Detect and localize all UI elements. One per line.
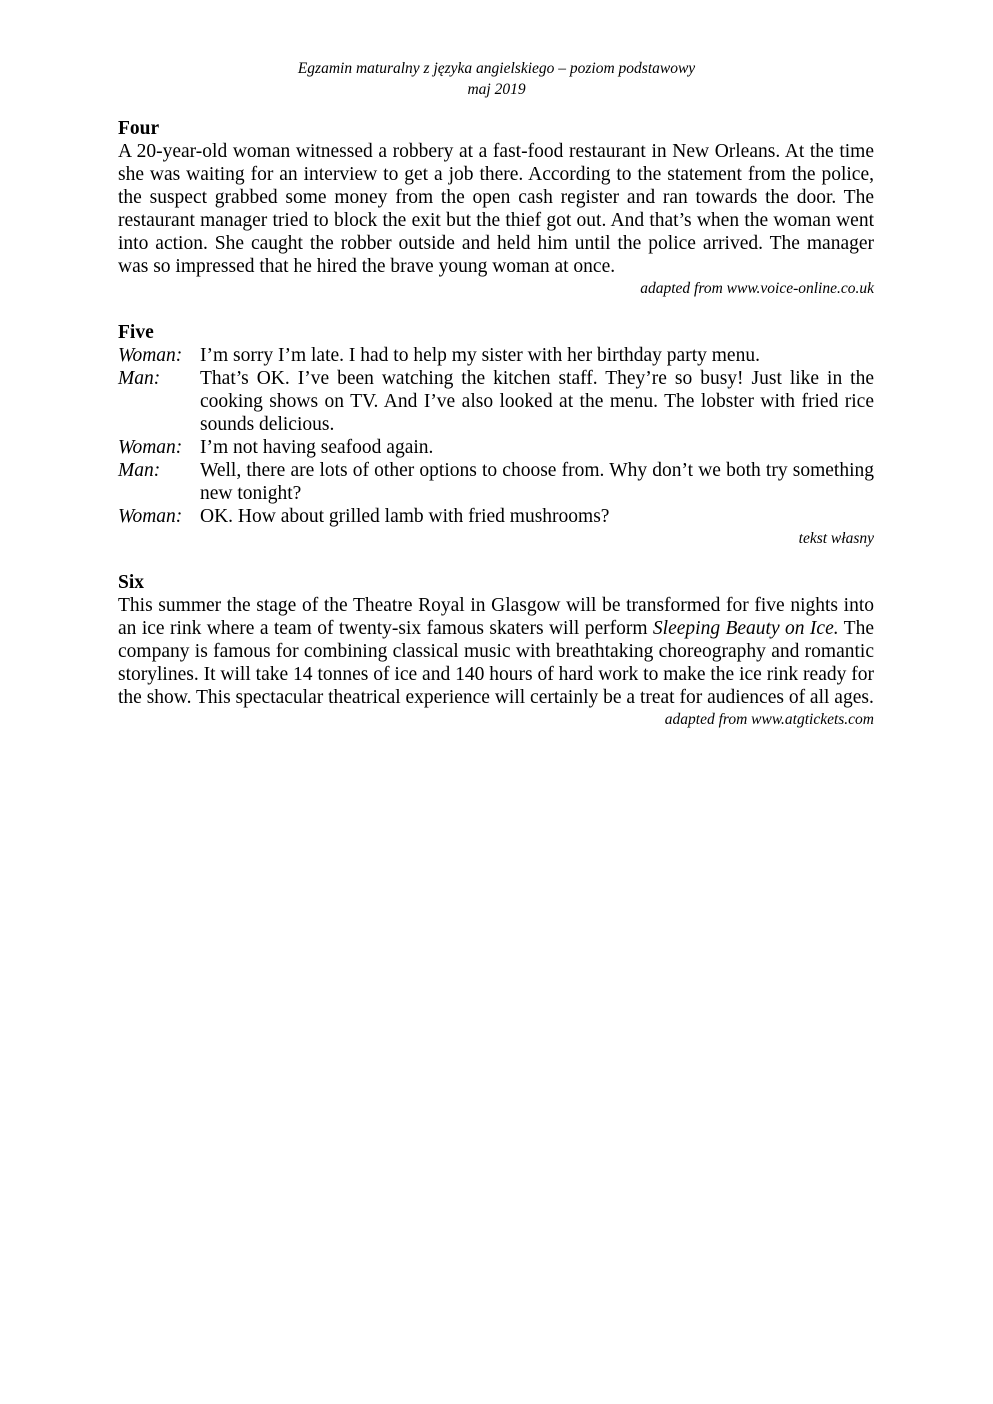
dialogue-utterance: That’s OK. I’ve been watching the kitchen staff. They’re so busy! Just like in the cooking shows on TV. And I’ve also looked at the menu. The lobster with fried rice sounds delicious. (200, 368, 874, 435)
section-six-text (118, 594, 874, 709)
dialogue-speaker: Woman: (118, 345, 183, 366)
show-title: Sleeping Beauty on Ice. (652, 618, 839, 639)
section-spacer (118, 549, 874, 571)
header-date: maj 2019 (467, 81, 526, 98)
section-six (118, 571, 874, 730)
section-six-text-end: The company is famous for combining classical music with breathtaking choreography and romantic storylines. It will take 14 tonnes of ice and 140 hours of hard work to make the ice rink ready for the show. This spectacular theatrical experience will certainly be a treat for audiences of all ages. (118, 618, 874, 708)
dialogue-speaker: Man: (118, 460, 161, 481)
dialogue-speaker: Woman: (118, 506, 183, 527)
section-six-source: adapted from www.atgtickets.com (664, 711, 874, 728)
dialogue-utterance: I’m not having seafood again. (200, 437, 434, 458)
dialogue-line (118, 459, 874, 505)
dialogue-line (118, 367, 874, 436)
dialogue-line (118, 436, 874, 459)
section-six-title: Six (118, 572, 145, 593)
section-five-title: Five (118, 322, 154, 343)
dialogue-utterance: I’m sorry I’m late. I had to help my sister with her birthday party menu. (200, 345, 760, 366)
dialogue-utterance: Well, there are lots of other options to choose from. Why don’t we both try something new tonight? (200, 460, 874, 504)
section-spacer (118, 299, 874, 321)
dialogue-line (118, 505, 874, 528)
dialogue-speaker: Woman: (118, 437, 183, 458)
dialogue-speaker: Man: (118, 368, 161, 389)
page-header (0, 58, 993, 100)
page-content (118, 117, 874, 730)
section-four-text: A 20-year-old woman witnessed a robbery at a fast-food restaurant in New Orleans. At the time she was waiting for an interview to get a job there. According to the statement from the police, the suspect grabbed some money from the open cash register and ran towards the door. The restaurant manager tried to block the exit but the thief got out. And that’s when the woman went into action. She caught the robber outside and held him until the police arrived. The manager was so impressed that he hired the brave young woman at once. (118, 141, 874, 277)
section-four-title: Four (118, 118, 160, 139)
section-six-text-start: This summer the stage of the Theatre Royal in Glasgow will be transformed for five nights into an ice rink where a team of twenty-six famous skaters will perform (118, 595, 874, 639)
header-exam-title: Egzamin maturalny z języka angielskiego – poziom podstawowy (297, 60, 696, 77)
section-five (118, 321, 874, 549)
dialogue-utterance: OK. How about grilled lamb with fried mushrooms? (200, 506, 610, 527)
section-four (118, 117, 874, 299)
section-five-source: tekst własny (798, 530, 874, 547)
dialogue-line (118, 344, 874, 367)
section-four-source: adapted from www.voice-online.co.uk (640, 280, 874, 297)
